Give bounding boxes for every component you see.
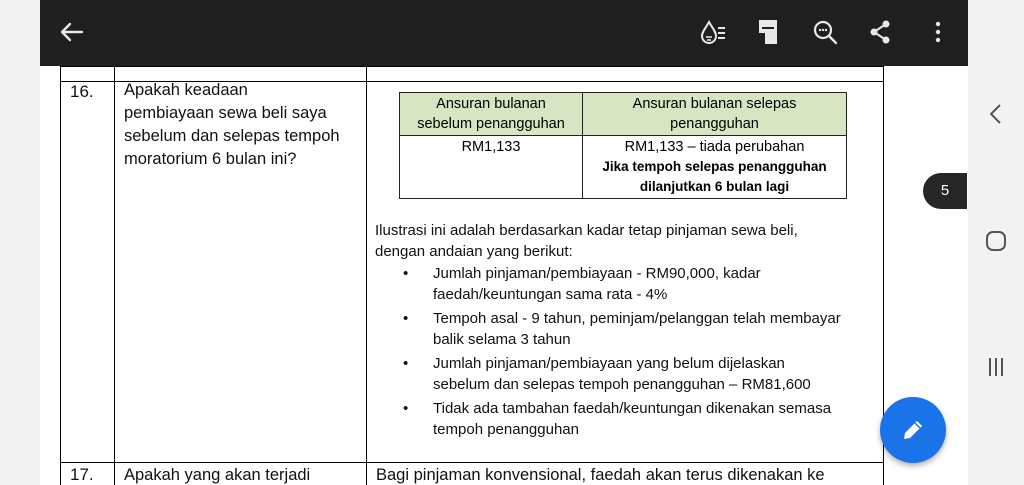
app-toolbar	[40, 0, 968, 66]
assumption-list	[375, 263, 885, 440]
recents-icon[interactable]	[982, 353, 1010, 381]
pencil-icon	[897, 414, 929, 446]
question-text	[124, 79, 340, 171]
row-number: 17.	[70, 465, 94, 484]
page-number-badge: 5	[923, 173, 967, 209]
question-line: moratorium 6 bulan ini?	[124, 150, 297, 168]
header-before: Ansuran bulanan sebelum penangguhan	[400, 93, 583, 136]
list-item: • Jumlah pinjaman/pembiayaan yang belum dijelaskan sebelum dan selepas tempoh penangguhan – RM81,600	[403, 355, 811, 393]
row-divider-17	[60, 462, 884, 463]
share-icon[interactable]	[862, 14, 898, 50]
search-icon[interactable]	[807, 14, 843, 50]
table-border-col2	[366, 66, 367, 485]
home-rounded-icon[interactable]	[982, 227, 1010, 255]
question-line: Apakah keadaan	[124, 81, 248, 99]
installment-table	[399, 92, 847, 199]
document-page[interactable]	[40, 66, 968, 485]
question-line: pembiayaan sewa beli saya	[124, 104, 327, 122]
bookmark-icon[interactable]	[750, 14, 786, 50]
cell-before-value: RM1,133	[400, 136, 583, 199]
system-nav-bar	[968, 0, 1024, 485]
list-item: • Jumlah pinjaman/pembiayaan - RM90,000, kadar faedah/keuntungan sama rata - 4%	[403, 265, 761, 303]
row-number: 16.	[70, 82, 94, 101]
question-line: sebelum dan selepas tempoh	[124, 127, 340, 145]
cell-after-value: RM1,133 – tiada perubahan Jika tempoh selepas penangguhan dilanjutkan 6 bulan lagi	[583, 136, 847, 199]
reading-mode-icon[interactable]	[695, 14, 731, 50]
question-text: Apakah yang akan terjadi	[124, 466, 311, 484]
answer-text: Bagi pinjaman konvensional, faedah akan terus dikenakan ke	[376, 466, 825, 484]
list-item: • Tidak ada tambahan faedah/keuntungan dikenakan semasa tempoh penangguhan	[403, 400, 832, 438]
table-border-left	[60, 66, 61, 485]
arrow-left-icon[interactable]	[54, 14, 90, 50]
table-border-top	[60, 66, 884, 67]
list-item: • Tempoh asal - 9 tahun, peminjam/pelanggan telah membayar balik selama 3 tahun	[403, 310, 841, 348]
header-after: Ansuran bulanan selepas penangguhan	[583, 93, 847, 136]
more-vert-icon[interactable]	[920, 14, 956, 50]
illustration-text: Ilustrasi ini adalah berdasarkan kadar tetap pinjaman sewa beli, dengan andaian yang berikut: • Jumlah pinjaman/pembiayaan - RM90,000, kadar faedah/keuntungan sama rata - 4% • Tempoh asal - 9 tahun, peminjam/pelanggan telah membayar balik selama 3 tahun • Jumlah pinjaman/pembiayaan yang belum dijelaskan sebelum dan selepas tempoh penangguhan – RM81,600 • Tidak ada tambahan faedah/keuntungan dikenakan semasa tempoh penangguhan	[375, 220, 885, 440]
table-border-col1	[114, 66, 115, 485]
edit-fab-button[interactable]	[880, 397, 946, 463]
chevron-left-icon[interactable]	[982, 100, 1010, 128]
